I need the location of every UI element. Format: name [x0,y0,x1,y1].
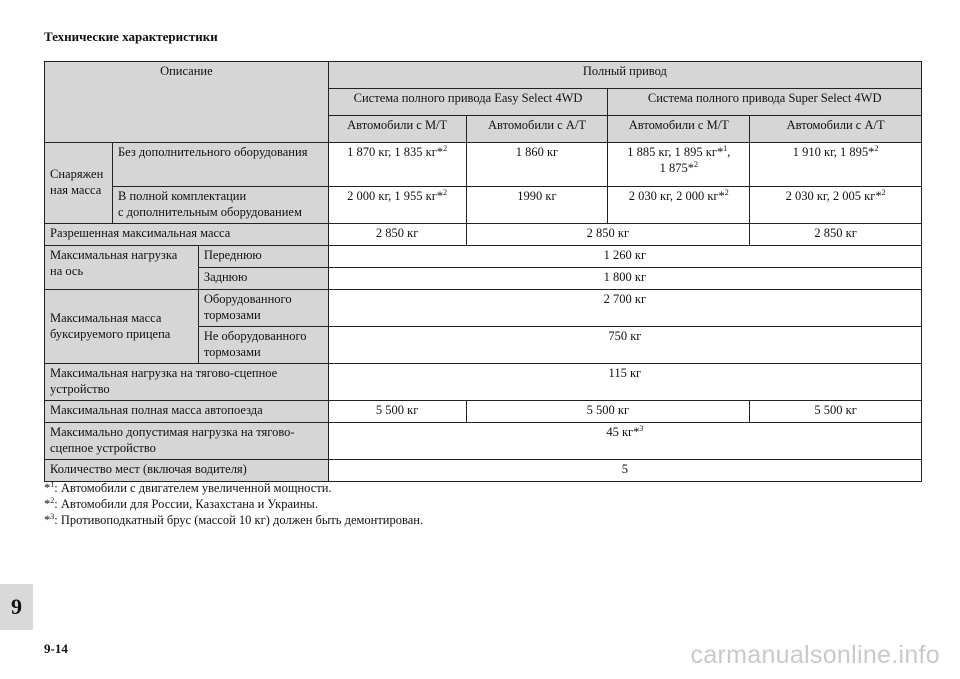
page-title: Технические характеристики [44,29,218,44]
header-super-at: Автомобили с A/T [750,116,922,143]
hitch-max-value: 45 кг*$^3$ [328,423,921,460]
axle-load-label: Максимальная нагрузка на ось [45,246,199,290]
gross-weight-mid: 2 850 кг [466,224,750,246]
axle-rear-value: 1 800 кг [328,268,921,290]
hitch-load-label: Максимальная нагрузка на тягово-сцепное устройство [45,364,329,401]
trailer-unbraked-label: Не оборудованного тормозами [198,327,328,364]
axle-rear-label: Заднюю [198,268,328,290]
table-row [45,364,922,401]
hitch-max-label: Максимально допустимая нагрузка на тягово- сцепное устройство [45,423,329,460]
hitch-load-value: 115 кг [328,364,921,401]
curb-full-super-at: 2 030 кг, 2 005 кг*$^2$ [750,187,922,224]
trailer-braked-value: 2 700 кг [328,290,921,327]
curb-full-label: В полной комплектации с дополнительным оборудованием [112,187,328,224]
header-easy-select: Система полного привода Easy Select 4WD [328,89,608,116]
header-full-drive: Полный привод [328,62,921,89]
curb-weight-label: Снаряжен ная масса [45,143,113,224]
footnotes [44,480,423,528]
curb-base-super-mt: 1 885 кг, 1 895 кг*$^1$, 1 875*$^2$ [608,143,750,187]
trailer-unbraked-value: 750 кг [328,327,921,364]
header-easy-at: Автомобили с A/T [466,116,608,143]
seats-label: Количество мест (включая водителя) [45,460,329,482]
train-weight-mid: 5 500 кг [466,401,750,423]
header-description: Описание [45,62,329,143]
footnote-2: *$^2$: Автомобили для России, Казахстана и Украины. [44,495,318,511]
header-super-select: Система полного привода Super Select 4WD [608,89,922,116]
axle-front-value: 1 260 кг [328,246,921,268]
watermark: carmanualsonline.info [690,641,940,669]
footnote-3: *$^3$: Противоподкатный брус (массой 10 кг) должен быть демонтирован. [44,511,424,527]
table-row [45,246,922,268]
header-easy-mt: Автомобили с M/T [328,116,466,143]
gross-weight-easy-mt: 2 850 кг [328,224,466,246]
trailer-braked-label: Оборудованного тормозами [198,290,328,327]
table-header-row [45,62,922,89]
table-row [45,401,922,423]
curb-full-easy-at: 1990 кг [466,187,608,224]
chapter-tab: 9 [0,584,33,630]
curb-base-easy-mt: 1 870 кг, 1 835 кг*$^2$ [328,143,466,187]
curb-base-easy-at: 1 860 кг [466,143,608,187]
curb-base-label: Без дополнительного оборудования [112,143,328,187]
train-weight-super-at: 5 500 кг [750,401,922,423]
page-number: 9-14 [44,641,68,656]
curb-full-easy-mt: 2 000 кг, 1 955 кг*$^2$ [328,187,466,224]
table-row [45,290,922,327]
curb-full-super-mt: 2 030 кг, 2 000 кг*$^2$ [608,187,750,224]
table-row [45,143,922,187]
table-row [45,423,922,460]
table-row [45,187,922,224]
gross-weight-label: Разрешенная максимальная масса [45,224,329,246]
spec-table [44,61,922,482]
footnote-1: *$^1$: Автомобили с двигателем увеличенной мощности. [44,479,332,495]
table-row [45,224,922,246]
curb-base-super-at: 1 910 кг, 1 895*$^2$ [750,143,922,187]
axle-front-label: Переднюю [198,246,328,268]
train-weight-easy-mt: 5 500 кг [328,401,466,423]
table-row [45,460,922,482]
train-weight-label: Максимальная полная масса автопоезда [45,401,329,423]
header-super-mt: Автомобили с M/T [608,116,750,143]
trailer-label: Максимальная масса буксируемого прицепа [45,290,199,364]
seats-value: 5 [328,460,921,482]
gross-weight-super-at: 2 850 кг [750,224,922,246]
